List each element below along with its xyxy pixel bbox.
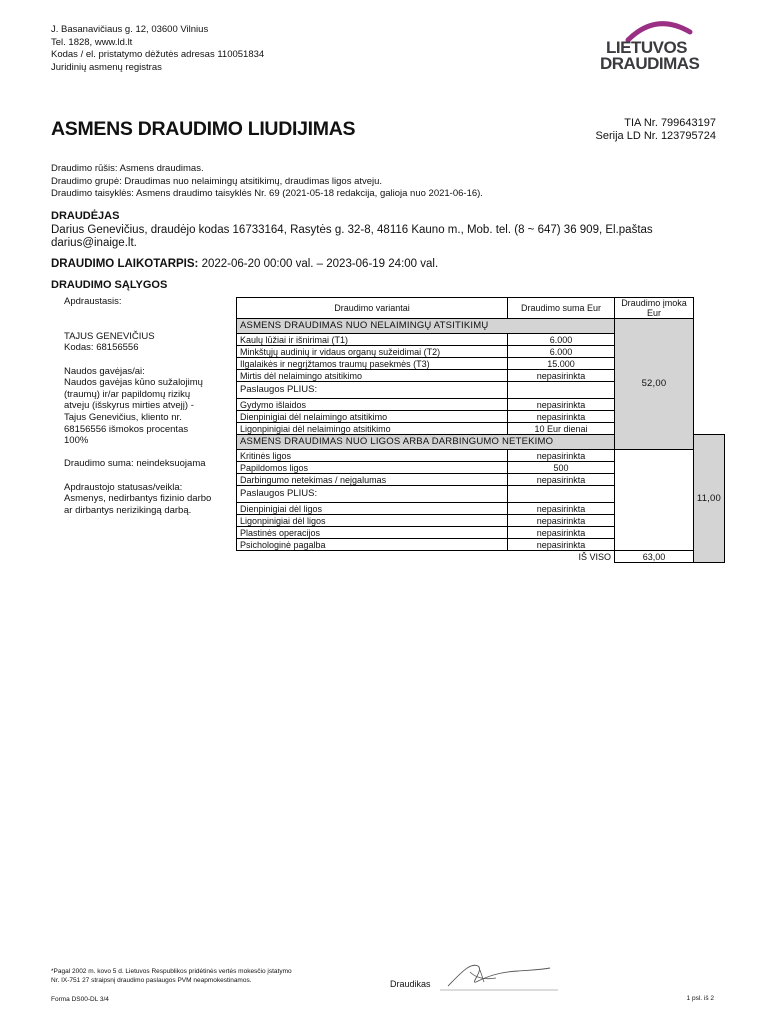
policyholder-line1: Darius Genevičius, draudėjo kodas 16733164, Rasytės g. 32-8, 48116 Kauno m., Mob. tel. (8 ~ 647) 36 909, El.paštas xyxy=(51,224,653,236)
serija-number: Serija LD Nr. 123795724 xyxy=(595,130,716,142)
beneficiary-label: Naudos gavėjas/ai: xyxy=(64,365,145,377)
vat-footnote xyxy=(51,967,292,985)
header-sum: Draudimo suma Eur xyxy=(508,298,615,319)
footnote-line2: Nr. IX-751 27 straipsnį draudimo paslaugos PVM neapmokestinamos. xyxy=(51,977,252,984)
total-row xyxy=(237,551,725,563)
policyholder-heading: DRAUDĖJAS xyxy=(51,210,120,222)
page-number: 1 psl. iš 2 xyxy=(686,995,714,1002)
insurer-signature xyxy=(440,952,560,1005)
coverage-value: 6.000 xyxy=(508,346,615,358)
table-header-row xyxy=(237,298,725,319)
premium-illness: 11,00 xyxy=(693,435,724,563)
coverage-value: nepasirinkta xyxy=(508,411,615,423)
coverage-name: Papildomos ligos xyxy=(237,462,508,474)
document-numbers xyxy=(596,117,716,143)
header-premium: Draudimo įmoka Eur xyxy=(615,298,694,319)
company-address: J. Basanavičiaus g. 12, 03600 Vilnius xyxy=(51,24,209,35)
table-row xyxy=(237,503,725,515)
coverage-value: nepasirinkta xyxy=(508,370,615,382)
insured-label: Apdraustasis: xyxy=(64,296,122,307)
coverage-value: 500 xyxy=(508,462,615,474)
insured-name: TAJUS GENEVIČIUS xyxy=(64,330,155,342)
coverage-name: Darbingumo netekimas / neįgalumas xyxy=(237,474,508,486)
plius-blank xyxy=(508,486,615,503)
insurance-group: Draudimo grupė: Draudimas nuo nelaimingų atsitikimų, draudimas ligos atveju. xyxy=(51,175,383,187)
beneficiary-line: Naudos gavėjas kūno sužalojimų xyxy=(64,377,203,389)
coverage-name: Kaulų lūžiai ir išnirimai (T1) xyxy=(237,334,508,346)
company-info xyxy=(51,24,264,74)
insurance-rules: Draudimo taisyklės: Asmens draudimo taisyklės Nr. 69 (2021-05-18 redakcija, galioja nuo 2021-06-16). xyxy=(51,188,483,199)
coverage-value: nepasirinkta xyxy=(508,474,615,486)
table-row xyxy=(237,450,725,462)
plius-label: Paslaugos PLIUS: xyxy=(237,382,508,399)
insurance-period xyxy=(51,258,438,270)
coverage-name: Ligonpinigiai dėl ligos xyxy=(237,515,508,527)
table-row xyxy=(237,515,725,527)
company-registry: Juridinių asmenų registras xyxy=(51,61,162,73)
header-variant: Draudimo variantai xyxy=(237,298,508,319)
tia-number: TIA Nr. 799643197 xyxy=(624,117,716,129)
form-code: Forma DS00-DL 3/4 xyxy=(51,996,109,1003)
table-row xyxy=(237,474,725,486)
coverage-table xyxy=(236,297,725,563)
plius-label: Paslaugos PLIUS: xyxy=(237,486,508,503)
coverage-name: Minkštųjų audinių ir vidaus organų sužeidimai (T2) xyxy=(237,346,508,358)
section-title-illness: ASMENS DRAUDIMAS NUO LIGOS ARBA DARBINGUMO NETEKIMO xyxy=(237,435,615,450)
coverage-name: Gydymo išlaidos xyxy=(237,399,508,411)
conditions-heading: DRAUDIMO SĄLYGOS xyxy=(51,279,168,291)
footnote-line1: *Pagal 2002 m. kovo 5 d. Lietuvos Respublikos pridėtinės vertės mokesčio įstatymo xyxy=(51,968,292,975)
coverage-name: Kritinės ligos xyxy=(237,450,508,462)
logo-line1: LIETUVOS xyxy=(606,38,688,57)
sum-insured-note: Draudimo suma: neindeksuojama xyxy=(64,458,206,470)
coverage-value: 6.000 xyxy=(508,334,615,346)
table-row xyxy=(237,539,725,551)
insured-code: Kodas: 68156556 xyxy=(64,342,139,354)
period-label: DRAUDIMO LAIKOTARPIS: xyxy=(51,258,199,270)
company-code: Kodas / el. pristatymo dėžutės adresas 110051834 xyxy=(51,49,265,60)
period-value: 2022-06-20 00:00 val. – 2023-06-19 24:00 val. xyxy=(201,258,439,270)
total-value: 63,00 xyxy=(615,551,694,563)
insurance-info xyxy=(51,163,483,201)
beneficiary-line: 100% xyxy=(64,435,89,447)
coverage-value: nepasirinkta xyxy=(508,527,615,539)
total-label: IŠ VISO xyxy=(508,551,615,563)
coverage-name: Dienpinigiai dėl nelaimingo atsitikimo xyxy=(237,411,508,423)
section-row xyxy=(237,319,725,334)
beneficiary-line: Tajus Genevičius, kliento nr. xyxy=(64,411,182,423)
table-row xyxy=(237,527,725,539)
plius-blank xyxy=(508,382,615,399)
policyholder-line2: darius@inaige.lt. xyxy=(51,237,137,249)
coverage-name: Dienpinigiai dėl ligos xyxy=(237,503,508,515)
coverage-value: 15.000 xyxy=(508,358,615,370)
status-line: ar dirbantys nerizikingą darbą. xyxy=(64,504,192,516)
coverage-name: Psichologinė pagalba xyxy=(237,539,508,551)
coverage-value: nepasirinkta xyxy=(508,450,615,462)
company-phone: Tel. 1828, www.ld.lt xyxy=(51,36,133,48)
coverage-value: nepasirinkta xyxy=(508,399,615,411)
coverage-name: Mirtis dėl nelaimingo atsitikimo xyxy=(237,370,508,382)
lietuvos-draudimas-logo xyxy=(598,14,708,76)
coverage-value: nepasirinkta xyxy=(508,515,615,527)
insured-person-panel xyxy=(64,296,232,516)
beneficiary-line: (traumų) ir/ar papildomų rizikų xyxy=(64,388,191,400)
section-title-accident: ASMENS DRAUDIMAS NUO NELAIMINGŲ ATSITIKIMŲ xyxy=(237,319,615,334)
table-row xyxy=(237,462,725,474)
document-title: ASMENS DRAUDIMO LIUDIJIMAS xyxy=(51,118,356,140)
coverage-name: Ilgalaikės ir negrįžtamos traumų pasekmės (T3) xyxy=(237,358,508,370)
insurer-label: Draudikas xyxy=(390,979,431,989)
coverage-value: nepasirinkta xyxy=(508,503,615,515)
coverage-value: 10 Eur dienai xyxy=(508,423,615,435)
beneficiary-line: atveju (išskyrus mirties atvejį) - xyxy=(64,400,194,412)
policyholder-details xyxy=(51,224,691,250)
coverage-name: Plastinės operacijos xyxy=(237,527,508,539)
plius-row xyxy=(237,486,725,503)
status-line: Asmenys, nedirbantys fizinio darbo xyxy=(64,493,212,505)
coverage-value: nepasirinkta xyxy=(508,539,615,551)
premium-accident: 52,00 xyxy=(615,319,694,450)
beneficiary-line: 68156556 išmokos procentas xyxy=(64,423,189,435)
logo-line2: DRAUDIMAS xyxy=(600,54,700,73)
coverage-name: Ligonpinigiai dėl nelaimingo atsitikimo xyxy=(237,423,508,435)
insurance-type: Draudimo rūšis: Asmens draudimas. xyxy=(51,163,204,174)
status-label: Apdraustojo statusas/veikla: xyxy=(64,481,183,493)
